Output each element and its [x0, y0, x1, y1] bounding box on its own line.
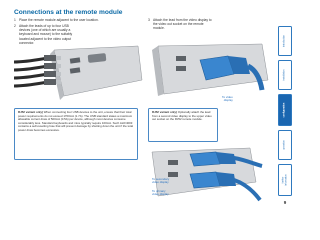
callout-video-display-text: To video display — [222, 95, 233, 103]
tab-operation[interactable] — [278, 130, 292, 160]
note-tag: RJ52 variant only) — [18, 110, 43, 114]
tab-label: operation — [283, 140, 286, 150]
note-tag: RJ52 variant only) — [152, 110, 177, 114]
step-3 — [148, 18, 212, 31]
tab-introduction[interactable] — [278, 26, 292, 56]
note-second-display — [148, 108, 218, 142]
tab-configuration[interactable] — [278, 94, 292, 126]
page-number: 9 — [283, 200, 287, 205]
note-usb-power — [14, 108, 138, 160]
step-number: 1 — [14, 18, 16, 22]
tab-label: installation — [283, 69, 286, 81]
step-2 — [14, 24, 76, 45]
step-text: Attach the leads of up to four USB devices (one of which are usually a keyboard and mouse) to the suitably located adjacent to the video output connector. — [19, 24, 73, 45]
page-title: Connections at the remote module — [14, 9, 123, 16]
callout-primary-display — [152, 190, 169, 197]
tab-label: further information — [282, 174, 287, 186]
step-number: 3 — [148, 18, 150, 22]
note-text: Optionally attach the lead from a second video display to the upper video out socket on the RJ52 remote module. — [152, 110, 212, 122]
step-text: Place the remote module adjacent to the user location. — [19, 18, 99, 22]
step-1 — [14, 18, 132, 22]
side-navigation — [278, 26, 292, 196]
step-text: Attach the lead from the video display to the video out socket on the remote module. — [153, 18, 212, 31]
callout-primary-display-text: To primary video display — [152, 189, 169, 197]
tab-further-information[interactable] — [278, 164, 292, 196]
usb-connection-illustration — [14, 44, 142, 102]
video-connection-illustration — [150, 40, 272, 96]
step-number: 2 — [14, 24, 16, 28]
tab-label: introduction — [283, 35, 286, 47]
tab-label: configuration — [283, 102, 286, 118]
tab-installation[interactable] — [278, 60, 292, 90]
note-text: When connecting four USB devices to the unit, ensure that their total power requirements do not exceed 1700mA (1.7A). The USB standard states a maximum allowable current draw of 500mA (0.5A) per device, although most devices consume considerably less. Standard keyboards and mice typically require 100mA. Such ALIF4003 contains a self-resetting fuse that will prevent damage by shutting down the unit if the total power draw becomes excessive. — [18, 110, 134, 132]
callout-secondary-display — [152, 178, 169, 185]
callout-secondary-display-text: To secondary video display — [152, 177, 170, 185]
callout-video-display — [222, 96, 233, 103]
